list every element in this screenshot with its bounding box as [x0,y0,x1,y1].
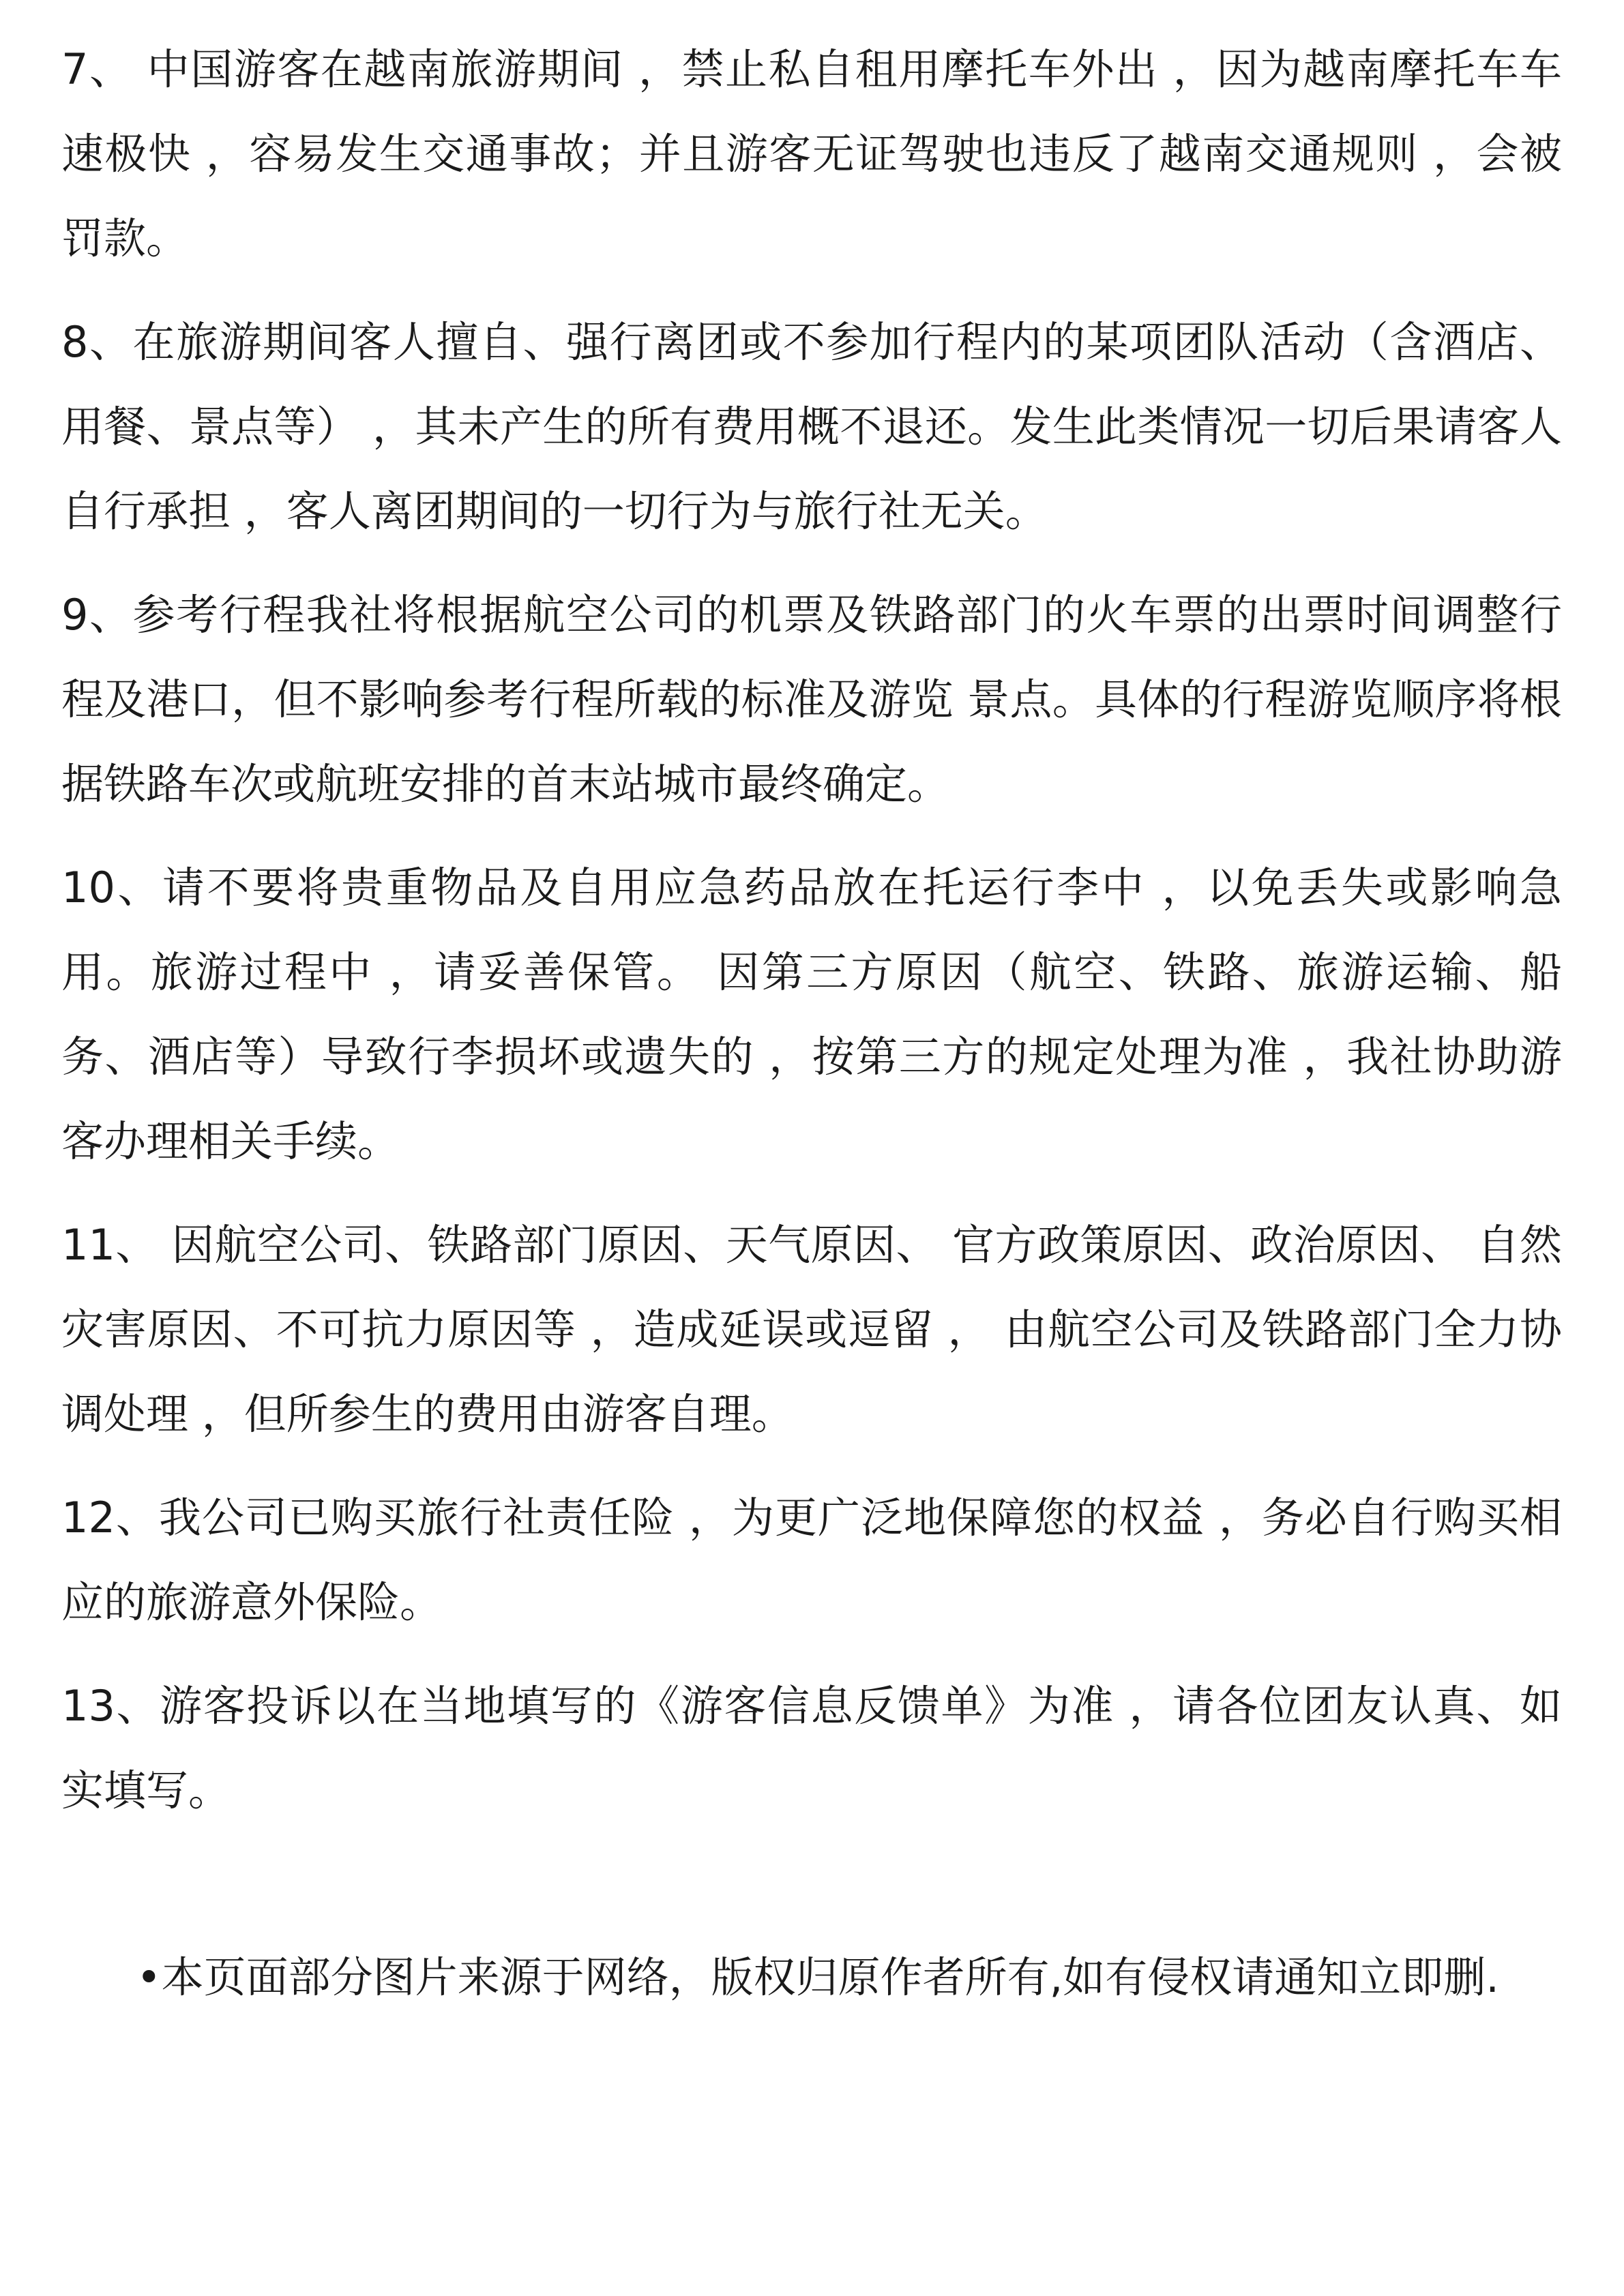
note-item-10: 10、请不要将贵重物品及自用应急药品放在托运行李中 ，以免丢失或影响急用。旅游过程中 ，请妥善保管。 因第三方原因（航空、铁路、旅游运输、船务、酒店等）导致行李损坏或遗失的 ，按第三方的规定处理为准 ，我社协助游客办理相关手续。 [61,863,1562,1166]
note-item-12: 12、我公司已购买旅行社责任险 ，为更广泛地保障您的权益 ，务必自行购买相应的旅游意外保险。 [61,1493,1562,1627]
document-page [61,27,1562,2062]
note-item-11: 11、 因航空公司、铁路部门原因、天气原因、 官方政策原因、政治原因、 自然灾害原因、不可抗力原因等 ，造成延误或逗留 ， 由航空公司及铁路部门全力协调处理 ，但所参生的费用由游客自理。 [61,1220,1562,1439]
copyright-note: •本页面部分图片来源于网络，版权归原作者所有,如有侵权请通知立即删. [136,1952,1499,2002]
note-item-13: 13、游客投诉以在当地填写的《游客信息反馈单》为准 ，请各位团友认真、如实填写。 [61,1681,1562,1815]
note-item-7: 7、 中国游客在越南旅游期间 ，禁止私自租用摩托车外出 ，因为越南摩托车车速极快 ，容易发生交通事故；并且游客无证驾驶也违反了越南交通规则 ，会被罚款。 [61,44,1562,263]
note-item-8: 8、在旅游期间客人擅自、强行离团或不参加行程内的某项团队活动（含酒店、用餐、景点等） ，其未产生的所有费用概不退还。发生此类情况一切后果请客人自行承担 ，客人离团期间的一切行为与旅行社无关。 [61,317,1562,536]
note-item-9: 9、参考行程我社将根据航空公司的机票及铁路部门的火车票的出票时间调整行程及港口，但不影响参考行程所载的标准及游览 景点。具体的行程游览顺序将根据铁路车次或航班安排的首末站城市最终确定。 [61,590,1562,809]
